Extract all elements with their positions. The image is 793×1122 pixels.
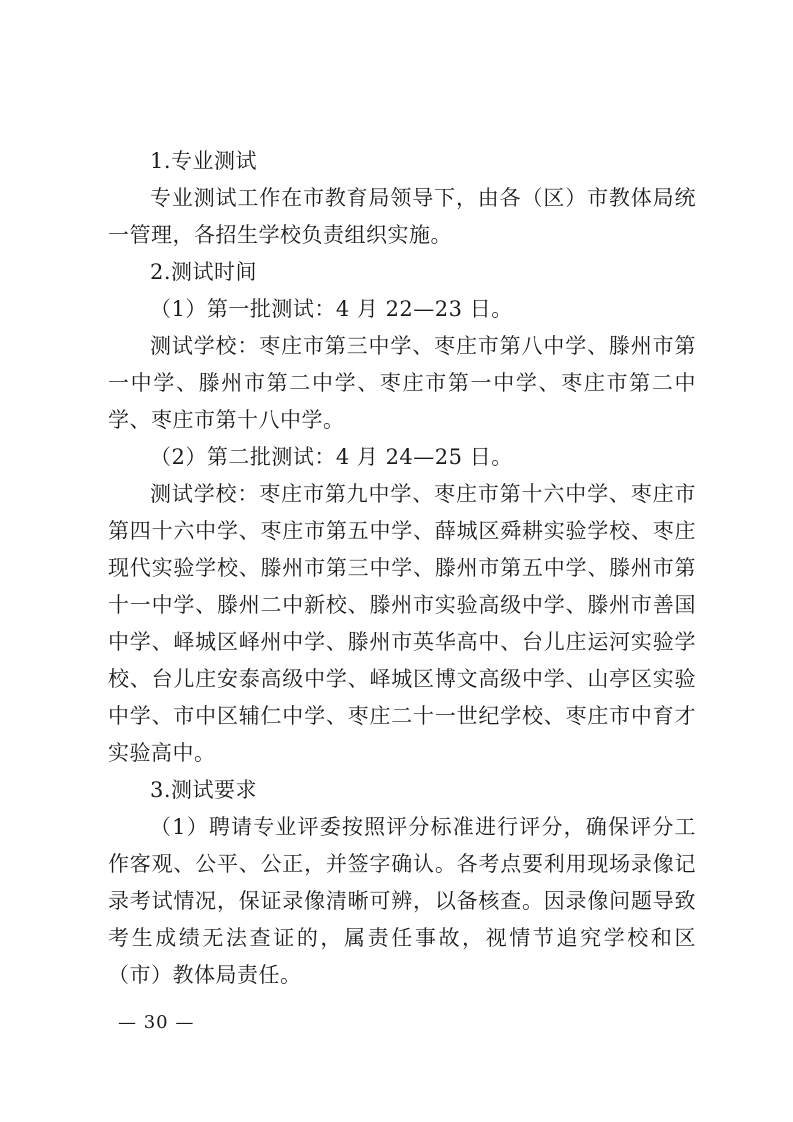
first-batch-schools: 测试学校：枣庄市第三中学、枣庄市第八中学、滕州市第一中学、滕州市第二中学、枣庄市第一中学、枣庄市第二中学、枣庄市第十八中学。	[108, 334, 696, 432]
document-body	[108, 143, 696, 994]
section-heading-professional-test: 1.专业测试	[150, 149, 258, 173]
paragraph-management: 专业测试工作在市教育局领导下，由各（区）市教体局统一管理，各招生学校负责组织实施。	[108, 186, 696, 247]
requirement-item-1: （1）聘请专业评委按照评分标准进行评分，确保评分工作客观、公平、公正，并签字确认。各考点要利用现场录像记录考试情况，保证录像清晰可辨，以备核查。因录像问题导致考生成绩无法查证的，属责任事故，视情节追究学校和区（市）教体局责任。	[108, 815, 696, 987]
section-heading-test-requirements: 3.测试要求	[150, 778, 258, 802]
first-batch-date: （1）第一批测试：4 月 22—23 日。	[150, 297, 513, 321]
section-heading-test-time: 2.测试时间	[150, 260, 258, 284]
second-batch-schools: 测试学校：枣庄市第九中学、枣庄市第十六中学、枣庄市第四十六中学、枣庄市第五中学、薛城区舜耕实验学校、枣庄现代实验学校、滕州市第三中学、滕州市第五中学、滕州市第十一中学、滕州二中新校、滕州市实验高级中学、滕州市善国中学、峄城区峄州中学、滕州市英华高中、台儿庄运河实验学校、台儿庄安泰高级中学、峄城区博文高级中学、山亭区实验中学、市中区辅仁中学、枣庄二十一世纪学校、枣庄市中育才实验高中。	[108, 482, 696, 765]
second-batch-date: （2）第二批测试：4 月 24—25 日。	[150, 445, 513, 469]
page-number: — 30 —	[118, 1012, 195, 1033]
